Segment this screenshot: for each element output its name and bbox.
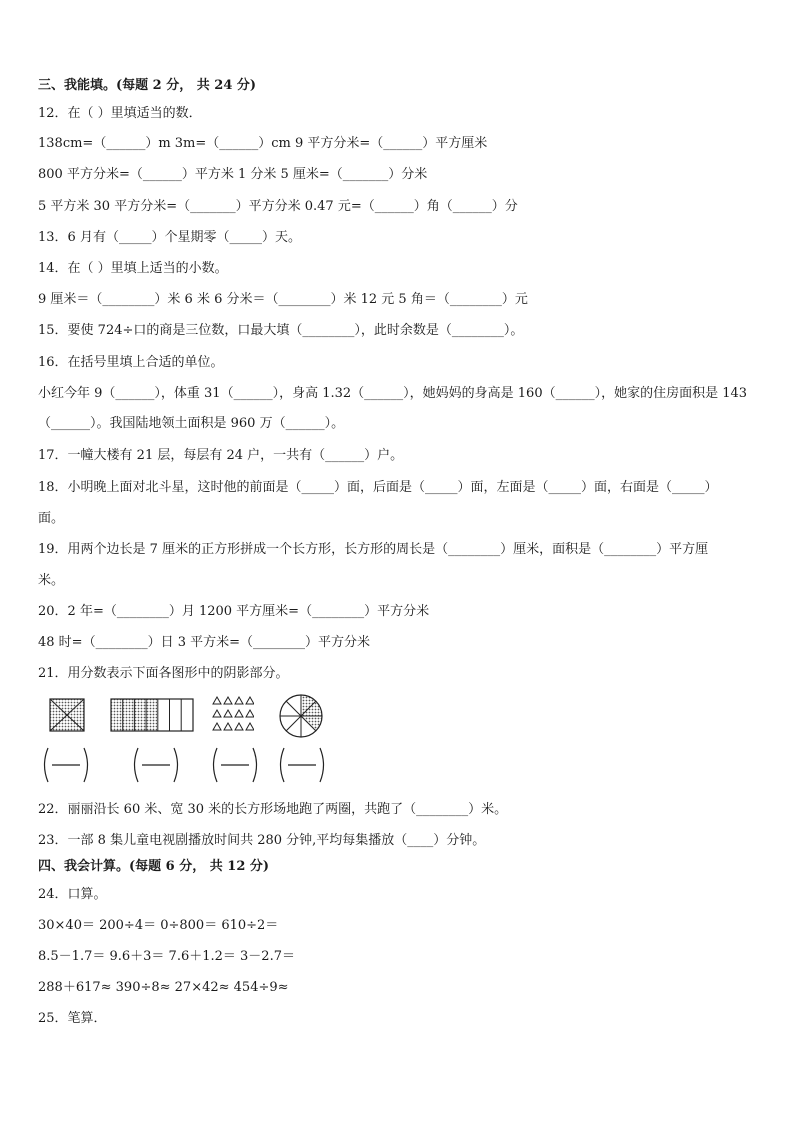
q21-figures (0, 690, 794, 790)
q14-row-1: 9 厘米＝（________）米 6 米 6 分米＝（________）米 12 元 5 角＝（________）元 (38, 292, 528, 307)
q19-text: 19．用两个边长是 7 厘米的正方形拼成一个长方形，长方形的周长是（________）厘米，面积是（________）平方厘 (38, 542, 709, 557)
q22-text: 22．丽丽沿长 60 米、宽 30 米的长方形场地跑了两圈，共跑了（________）米。 (38, 802, 508, 817)
q16-row-2: （______）。我国陆地领土面积是 960 万（______）。 (38, 416, 345, 431)
q12-text: 12．在（ ）里填适当的数． (38, 106, 202, 121)
q12-row-3: 5 平方米 30 平方分米=（_______）平方分米 0.47 元=（______）角（______）分 (38, 199, 518, 214)
q18-text: 18．小明晚上面对北斗星，这时他的前面是（_____）面，后面是（_____）面，左面是（_____）面，右面是（_____） (38, 480, 718, 495)
q15-text: 15．要使 724÷口的商是三位数，口最大填（________），此时余数是（________）。 (38, 323, 524, 338)
q14-text: 14．在（ ）里填上适当的小数。 (38, 261, 228, 276)
q20-row-2: 48 时=（________）日 3 平方米=（________）平方分米 (38, 635, 370, 650)
q20-row-1: 20．2 年=（________）月 1200 平方厘米=（________）平方分米 (38, 604, 430, 619)
figure-strip-7-parts (110, 698, 194, 732)
figure-square-shaded (49, 698, 85, 732)
q24-row-2: 8.5－1.7＝ 9.6＋3＝ 7.6＋1.2＝ 3－2.7＝ (38, 949, 295, 964)
q18-continuation: 面。 (38, 511, 65, 526)
q12-row-2: 800 平方分米=（______）平方米 1 分米 5 厘米=（_______）分米 (38, 167, 428, 182)
fraction-blank-4[interactable] (276, 746, 328, 784)
section-3-heading: 三、我能填。(每题 2 分， 共 24 分) (38, 78, 257, 93)
q25-text: 25．笔算． (38, 1011, 107, 1026)
q12-row-1: 138cm=（______）m 3m=（______）cm 9 平方分米=（______）平方厘米 (38, 136, 488, 151)
figure-circle-8-sectors (278, 693, 324, 739)
q19-continuation: 米。 (38, 573, 65, 588)
q13-text: 13．6 月有（_____）个星期零（_____）天。 (38, 230, 301, 245)
q16-text: 16．在括号里填上合适的单位。 (38, 355, 224, 370)
fraction-blank-1[interactable] (40, 746, 92, 784)
fraction-blank-2[interactable] (130, 746, 182, 784)
q23-text: 23．一部 8 集儿童电视剧播放时间共 280 分钟,平均每集播放（____）分钟。 (38, 833, 486, 848)
q16-row-1: 小红今年 9（______），体重 31（______），身高 1.32（______），她妈妈的身高是 160（______），她家的住房面积是 143 (38, 386, 748, 401)
q24-text: 24．口算。 (38, 887, 107, 902)
q24-row-1: 30×40＝ 200÷4＝ 0÷800＝ 610÷2＝ (38, 918, 279, 933)
figure-triangles (212, 696, 254, 732)
fraction-blank-3[interactable] (209, 746, 261, 784)
q21-text: 21．用分数表示下面各图形中的阴影部分。 (38, 666, 289, 681)
q24-row-3: 288＋617≈ 390÷8≈ 27×42≈ 454÷9≈ (38, 980, 289, 995)
section-4-heading: 四、我会计算。(每题 6 分， 共 12 分) (38, 859, 270, 874)
q17-text: 17．一幢大楼有 21 层，每层有 24 户，一共有（______）户。 (38, 448, 404, 463)
